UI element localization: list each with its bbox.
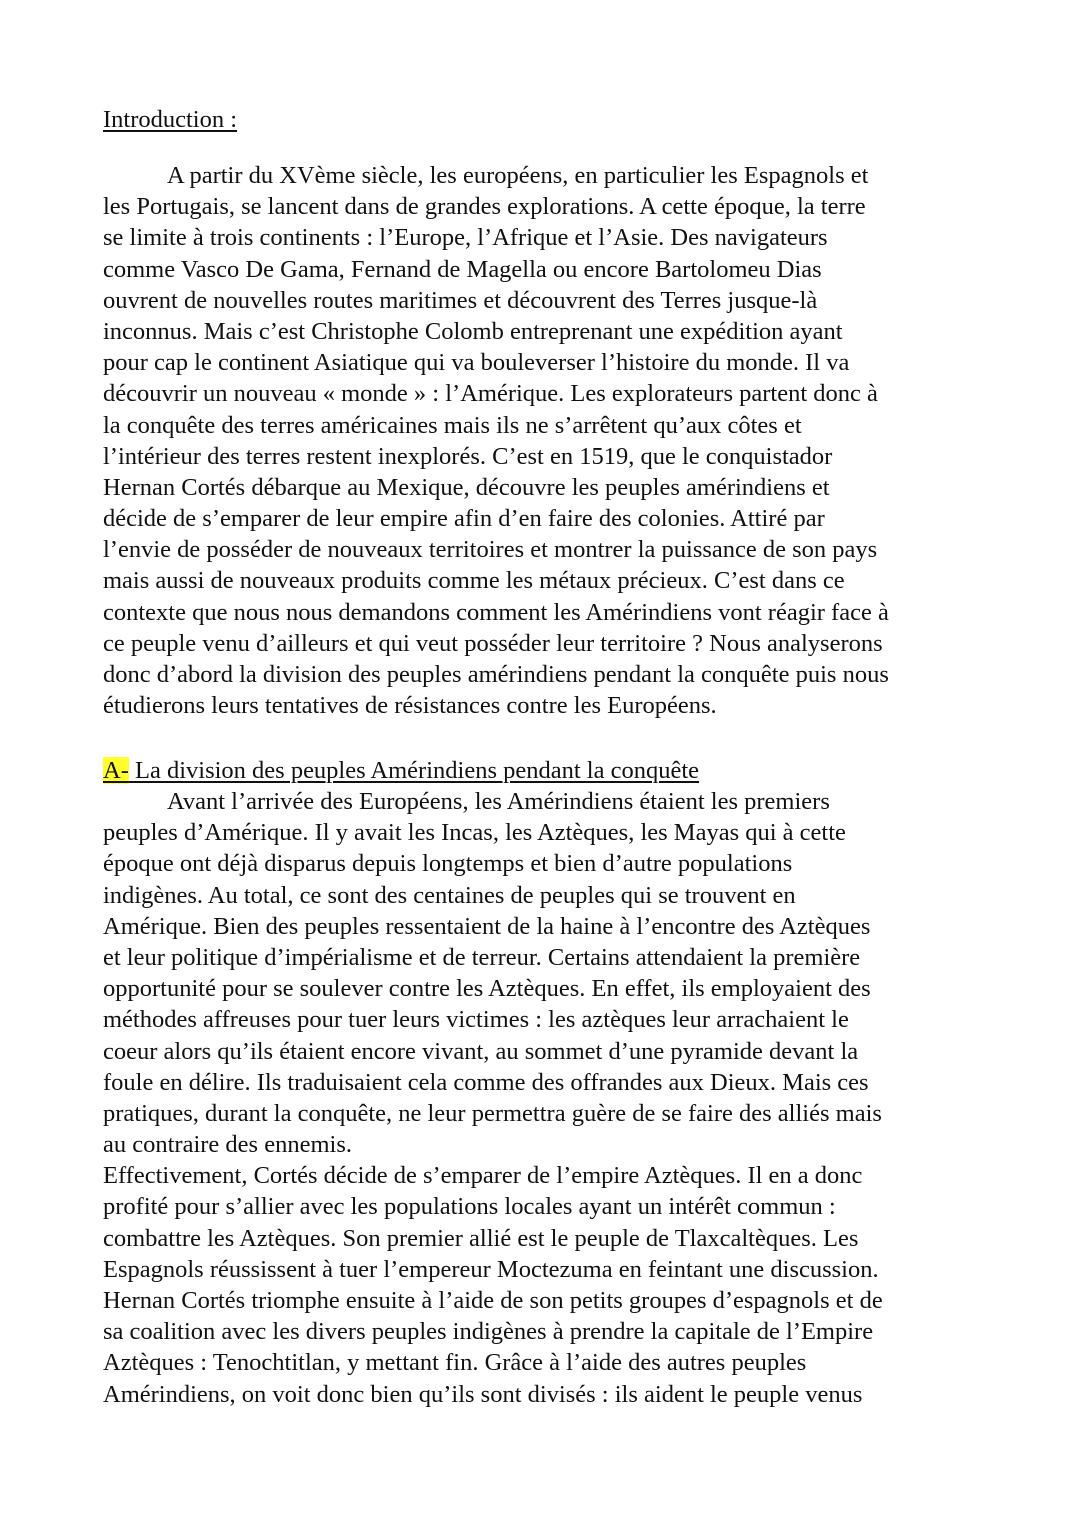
text-line: méthodes affreuses pour tuer leurs victimes : les aztèques leur arrachaient le xyxy=(103,1006,849,1034)
text-line: l’envie de posséder de nouveaux territoires et montrer la puissance de son pays xyxy=(103,536,878,564)
text-line: la conquête des terres américaines mais ils ne s’arrêtent qu’aux côtes et xyxy=(103,411,802,439)
text-line: découvrir un nouveau « monde » : l’Amérique. Les explorateurs partent donc à xyxy=(103,380,878,408)
text-line: se limite à trois continents : l’Europe, l’Afrique et l’Asie. Des navigateurs xyxy=(103,224,828,252)
text-line: opportunité pour se soulever contre les Aztèques. En effet, ils employaient des xyxy=(103,975,871,1003)
text-line: combattre les Aztèques. Son premier allié est le peuple de Tlaxcaltèques. Les xyxy=(103,1224,859,1252)
text-line: coeur alors qu’ils étaient encore vivant, au sommet d’une pyramide devant la xyxy=(103,1037,859,1065)
section-a-heading xyxy=(103,755,699,786)
text-line: inconnus. Mais c’est Christophe Colomb entreprenant une expédition ayant xyxy=(103,317,843,345)
text-line: Hernan Cortés triomphe ensuite à l’aide de son petits groupes d’espagnols et de xyxy=(103,1287,883,1314)
text-line: époque ont déjà disparus depuis longtemps et bien d’autre populations xyxy=(103,850,793,878)
text-line: l’intérieur des terres restent inexplorés. C’est en 1519, que le conquistador xyxy=(103,442,833,470)
text-line: donc d’abord la division des peuples amérindiens pendant la conquête puis nous xyxy=(103,661,889,688)
text-line: Avant l’arrivée des Européens, les Amérindiens étaient les premiers xyxy=(167,788,830,815)
text-line: Amérindiens, on voit donc bien qu’ils sont divisés : ils aident le peuple venus xyxy=(103,1380,863,1408)
text-line: pour cap le continent Asiatique qui va bouleverser l’histoire du monde. Il va xyxy=(103,349,850,377)
introduction-paragraph xyxy=(103,160,1003,721)
text-line: décide de s’emparer de leur empire afin d’en faire des colonies. Attiré par xyxy=(103,505,825,533)
section-a-title: La division des peuples Amérindiens pendant la conquête xyxy=(128,757,700,784)
text-line: Effectivement, Cortés décide de s’emparer de l’empire Aztèques. Il en a donc xyxy=(103,1162,863,1190)
section-a-paragraph xyxy=(103,786,1003,1410)
text-line: mais aussi de nouveaux produits comme les métaux précieux. C’est dans ce xyxy=(103,567,845,595)
text-line: sa coalition avec les divers peuples indigènes à prendre la capitale de l’Empire xyxy=(103,1318,874,1346)
text-line: contexte que nous nous demandons comment les Amérindiens vont réagir face à xyxy=(103,598,889,626)
text-line: pratiques, durant la conquête, ne leur permettra guère de se faire des alliés mais xyxy=(103,1099,882,1127)
text-line: Aztèques : Tenochtitlan, y mettant fin. Grâce à l’aide des autres peuples xyxy=(103,1349,807,1377)
text-line: les Portugais, se lancent dans de grandes explorations. A cette époque, la terre xyxy=(103,193,866,221)
text-line: au contraire des ennemis. xyxy=(103,1131,352,1159)
text-line: Espagnols réussissent à tuer l’empereur Moctezuma en feintant une discussion. xyxy=(103,1255,879,1283)
text-line: étudierons leurs tentatives de résistances contre les Européens. xyxy=(103,692,717,720)
text-line: Hernan Cortés débarque au Mexique, découvre les peuples amérindiens et xyxy=(103,473,830,501)
text-line: A partir du XVème siècle, les européens, en particulier les Espagnols et xyxy=(167,162,869,189)
text-line: comme Vasco De Gama, Fernand de Magella ou encore Bartolomeu Dias xyxy=(103,255,822,283)
text-line: profité pour s’allier avec les populations locales ayant un intérêt commun : xyxy=(103,1193,836,1221)
introduction-heading: Introduction : xyxy=(103,106,238,133)
text-line: ce peuple venu d’ailleurs et qui veut posséder leur territoire ? Nous analyserons xyxy=(103,629,883,657)
section-a-prefix: A- xyxy=(103,757,129,784)
text-line: peuples d’Amérique. Il y avait les Incas, les Aztèques, les Mayas qui à cette xyxy=(103,819,846,847)
text-line: Amérique. Bien des peuples ressentaient de la haine à l’encontre des Aztèques xyxy=(103,912,871,940)
text-line: indigènes. Au total, ce sont des centaines de peuples qui se trouvent en xyxy=(103,881,796,909)
text-line: ouvrent de nouvelles routes maritimes et découvrent des Terres jusque-là xyxy=(103,286,818,314)
text-line: et leur politique d’impérialisme et de terreur. Certains attendaient la première xyxy=(103,943,861,971)
text-line: foule en délire. Ils traduisaient cela comme des offrandes aux Dieux. Mais ces xyxy=(103,1068,869,1096)
